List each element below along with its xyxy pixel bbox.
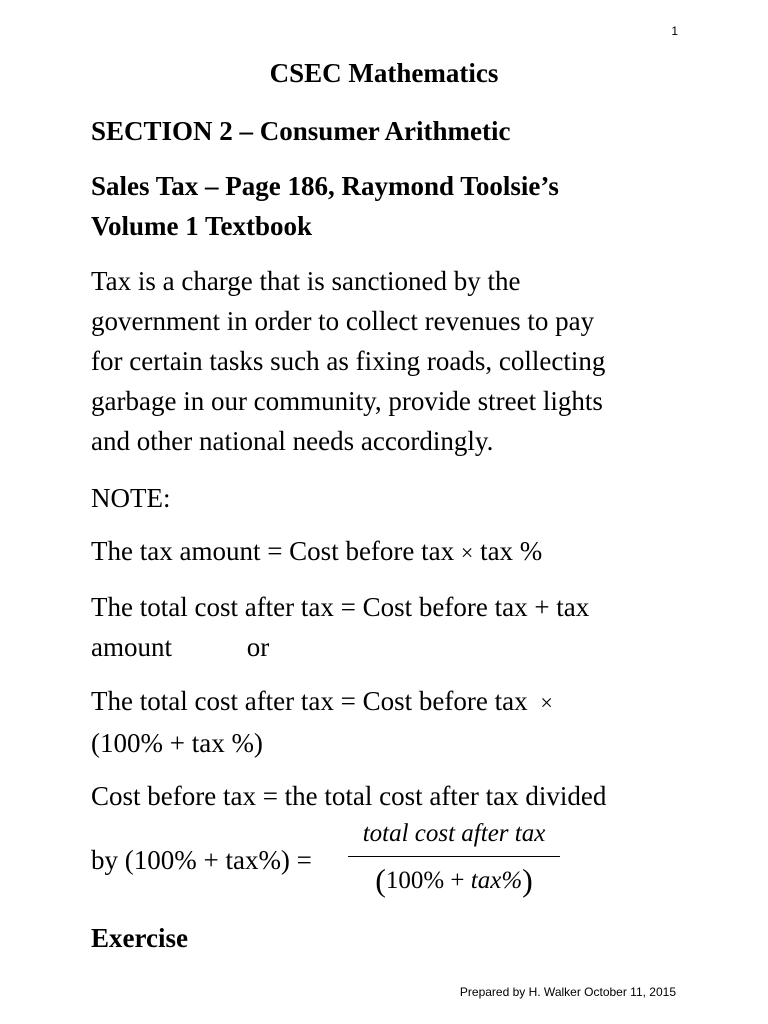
- formula-tax-amount: [91, 531, 691, 573]
- formula-text: The total cost after tax = Cost before tax: [91, 686, 528, 716]
- footer-author-date: Prepared by H. Walker October 11, 2015: [459, 985, 676, 999]
- plus-symbol: +: [450, 867, 465, 894]
- formula-text: tax %: [480, 536, 543, 566]
- exercise-heading: Exercise: [91, 923, 188, 953]
- formula-line: [91, 627, 691, 667]
- times-symbol: ×: [460, 540, 474, 565]
- formula-total-cost-multiplication: [91, 681, 691, 763]
- fraction-numerator: total cost after tax: [362, 820, 546, 847]
- or-text: or: [246, 632, 270, 662]
- formula-line: (100% + tax %): [91, 728, 263, 758]
- times-symbol: ×: [540, 690, 553, 715]
- formula-line: by (100% + tax%) =: [91, 845, 312, 875]
- fraction-denominator: [346, 862, 562, 899]
- subheading-line-2: Volume 1 Textbook: [91, 211, 313, 241]
- formula-text: amount: [91, 632, 172, 662]
- formula-line: The total cost after tax = Cost before tax + tax: [91, 592, 590, 622]
- subheading: [91, 166, 691, 246]
- formula-line: [91, 681, 691, 723]
- close-paren: ): [522, 862, 533, 898]
- paragraph-line: and other national needs accordingly.: [91, 426, 494, 456]
- denominator-tax: tax%: [470, 867, 523, 894]
- cost-fraction: [346, 818, 562, 898]
- paragraph-line: Tax is a charge that is sanctioned by the: [91, 266, 521, 296]
- section-heading: SECTION 2 – Consumer Arithmetic: [91, 116, 511, 146]
- paragraph-line: garbage in our community, provide street lights: [91, 386, 603, 416]
- open-paren: (: [375, 862, 386, 898]
- document-title: CSEC Mathematics: [269, 58, 499, 88]
- paragraph-line: government in order to collect revenues to pay: [91, 306, 595, 336]
- note-label: NOTE:: [91, 483, 171, 513]
- tax-definition-paragraph: [91, 261, 691, 461]
- subheading-line-1: Sales Tax – Page 186, Raymond Toolsie’s: [91, 171, 559, 201]
- fraction-bar: [348, 856, 560, 857]
- denominator-percent: 100%: [385, 867, 445, 894]
- paragraph-line: for certain tasks such as fixing roads, collecting: [91, 346, 606, 376]
- formula-text: The tax amount = Cost before tax: [91, 536, 455, 566]
- page-number: 1: [671, 24, 678, 38]
- formula-total-cost-addition: [91, 587, 691, 667]
- formula-line: Cost before tax = the total cost after tax divided: [91, 781, 607, 811]
